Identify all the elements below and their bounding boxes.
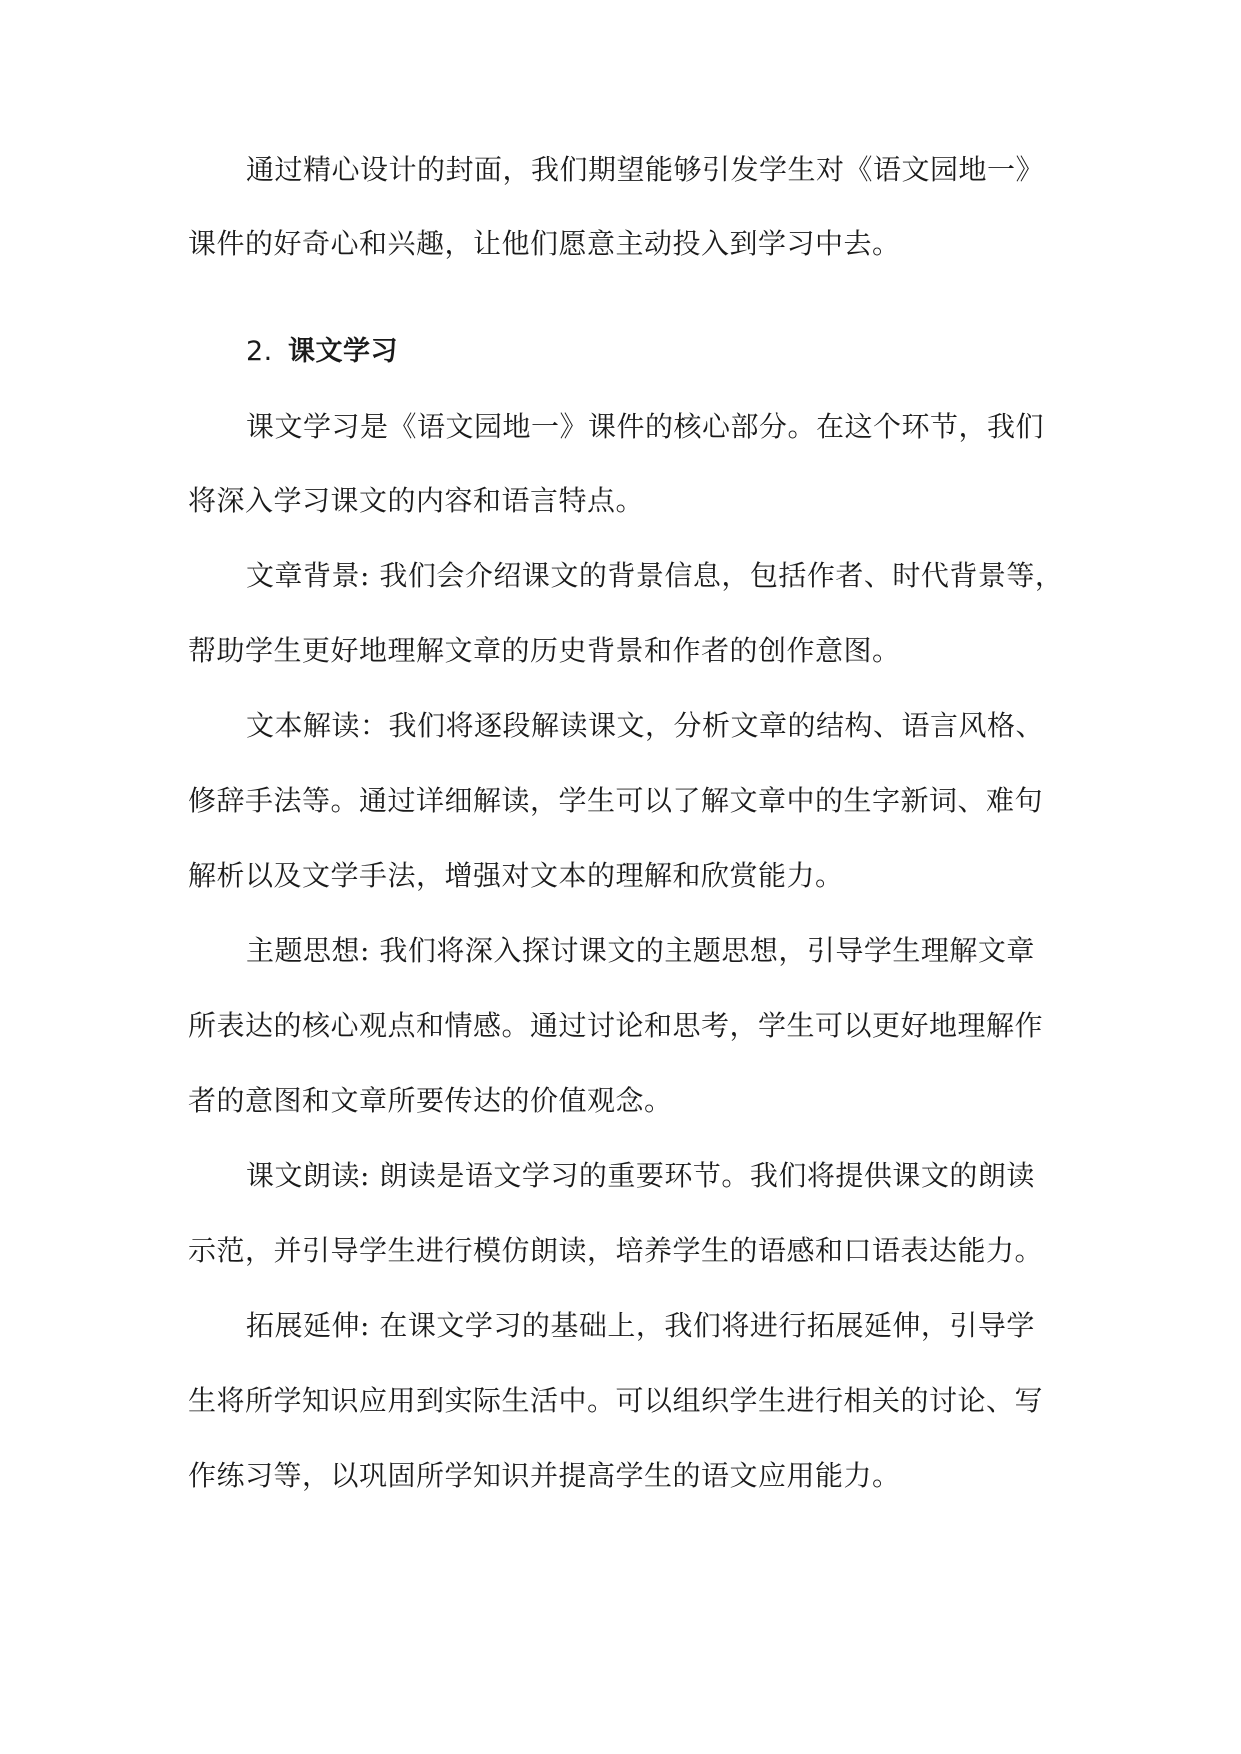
paragraph-cover-line-1: 通过精心设计的封面，我们期望能够引发学生对《语文园地一》 xyxy=(246,153,1045,186)
paragraph-intro-line-1: 课文学习是《语文园地一》课件的核心部分。在这个环节，我们 xyxy=(246,410,1045,443)
paragraph-intro-line-2: 将深入学习课文的内容和语言特点。 xyxy=(188,484,645,517)
paragraph-background-line-1: 文章背景: 我们会介绍课文的背景信息，包括作者、时代背景等， xyxy=(246,559,1064,592)
section-title: 课文学习 xyxy=(288,336,398,367)
paragraph-text-reading-line-1: 文本解读：我们将逐段解读课文，分析文章的结构、语言风格、 xyxy=(246,709,1045,742)
section-heading xyxy=(246,332,398,372)
paragraph-cover-line-2: 课件的好奇心和兴趣，让他们愿意主动投入到学习中去。 xyxy=(188,227,901,260)
paragraph-text-reading-line-3: 解析以及文学手法，增强对文本的理解和欣赏能力。 xyxy=(188,859,844,892)
paragraph-extension-line-2: 生将所学知识应用到实际生活中。可以组织学生进行相关的讨论、写 xyxy=(188,1384,1044,1417)
paragraph-text-reading-line-2: 修辞手法等。通过详细解读，学生可以了解文章中的生字新词、难句 xyxy=(188,784,1044,817)
paragraph-extension-line-1: 拓展延伸: 在课文学习的基础上，我们将进行拓展延伸，引导学 xyxy=(246,1309,1035,1342)
paragraph-extension-line-3: 作练习等，以巩固所学知识并提高学生的语文应用能力。 xyxy=(188,1459,901,1492)
paragraph-reading-aloud-line-1: 课文朗读: 朗读是语文学习的重要环节。我们将提供课文的朗读 xyxy=(246,1159,1035,1192)
paragraph-theme-line-2: 所表达的核心观点和情感。通过讨论和思考，学生可以更好地理解作 xyxy=(188,1009,1044,1042)
section-number: 2. xyxy=(246,336,273,367)
paragraph-background-line-2: 帮助学生更好地理解文章的历史背景和作者的创作意图。 xyxy=(188,634,901,667)
paragraph-theme-line-1: 主题思想: 我们将深入探讨课文的主题思想，引导学生理解文章 xyxy=(246,934,1035,967)
paragraph-reading-aloud-line-2: 示范，并引导学生进行模仿朗读，培养学生的语感和口语表达能力。 xyxy=(188,1234,1044,1267)
paragraph-theme-line-3: 者的意图和文章所要传达的价值观念。 xyxy=(188,1084,673,1117)
